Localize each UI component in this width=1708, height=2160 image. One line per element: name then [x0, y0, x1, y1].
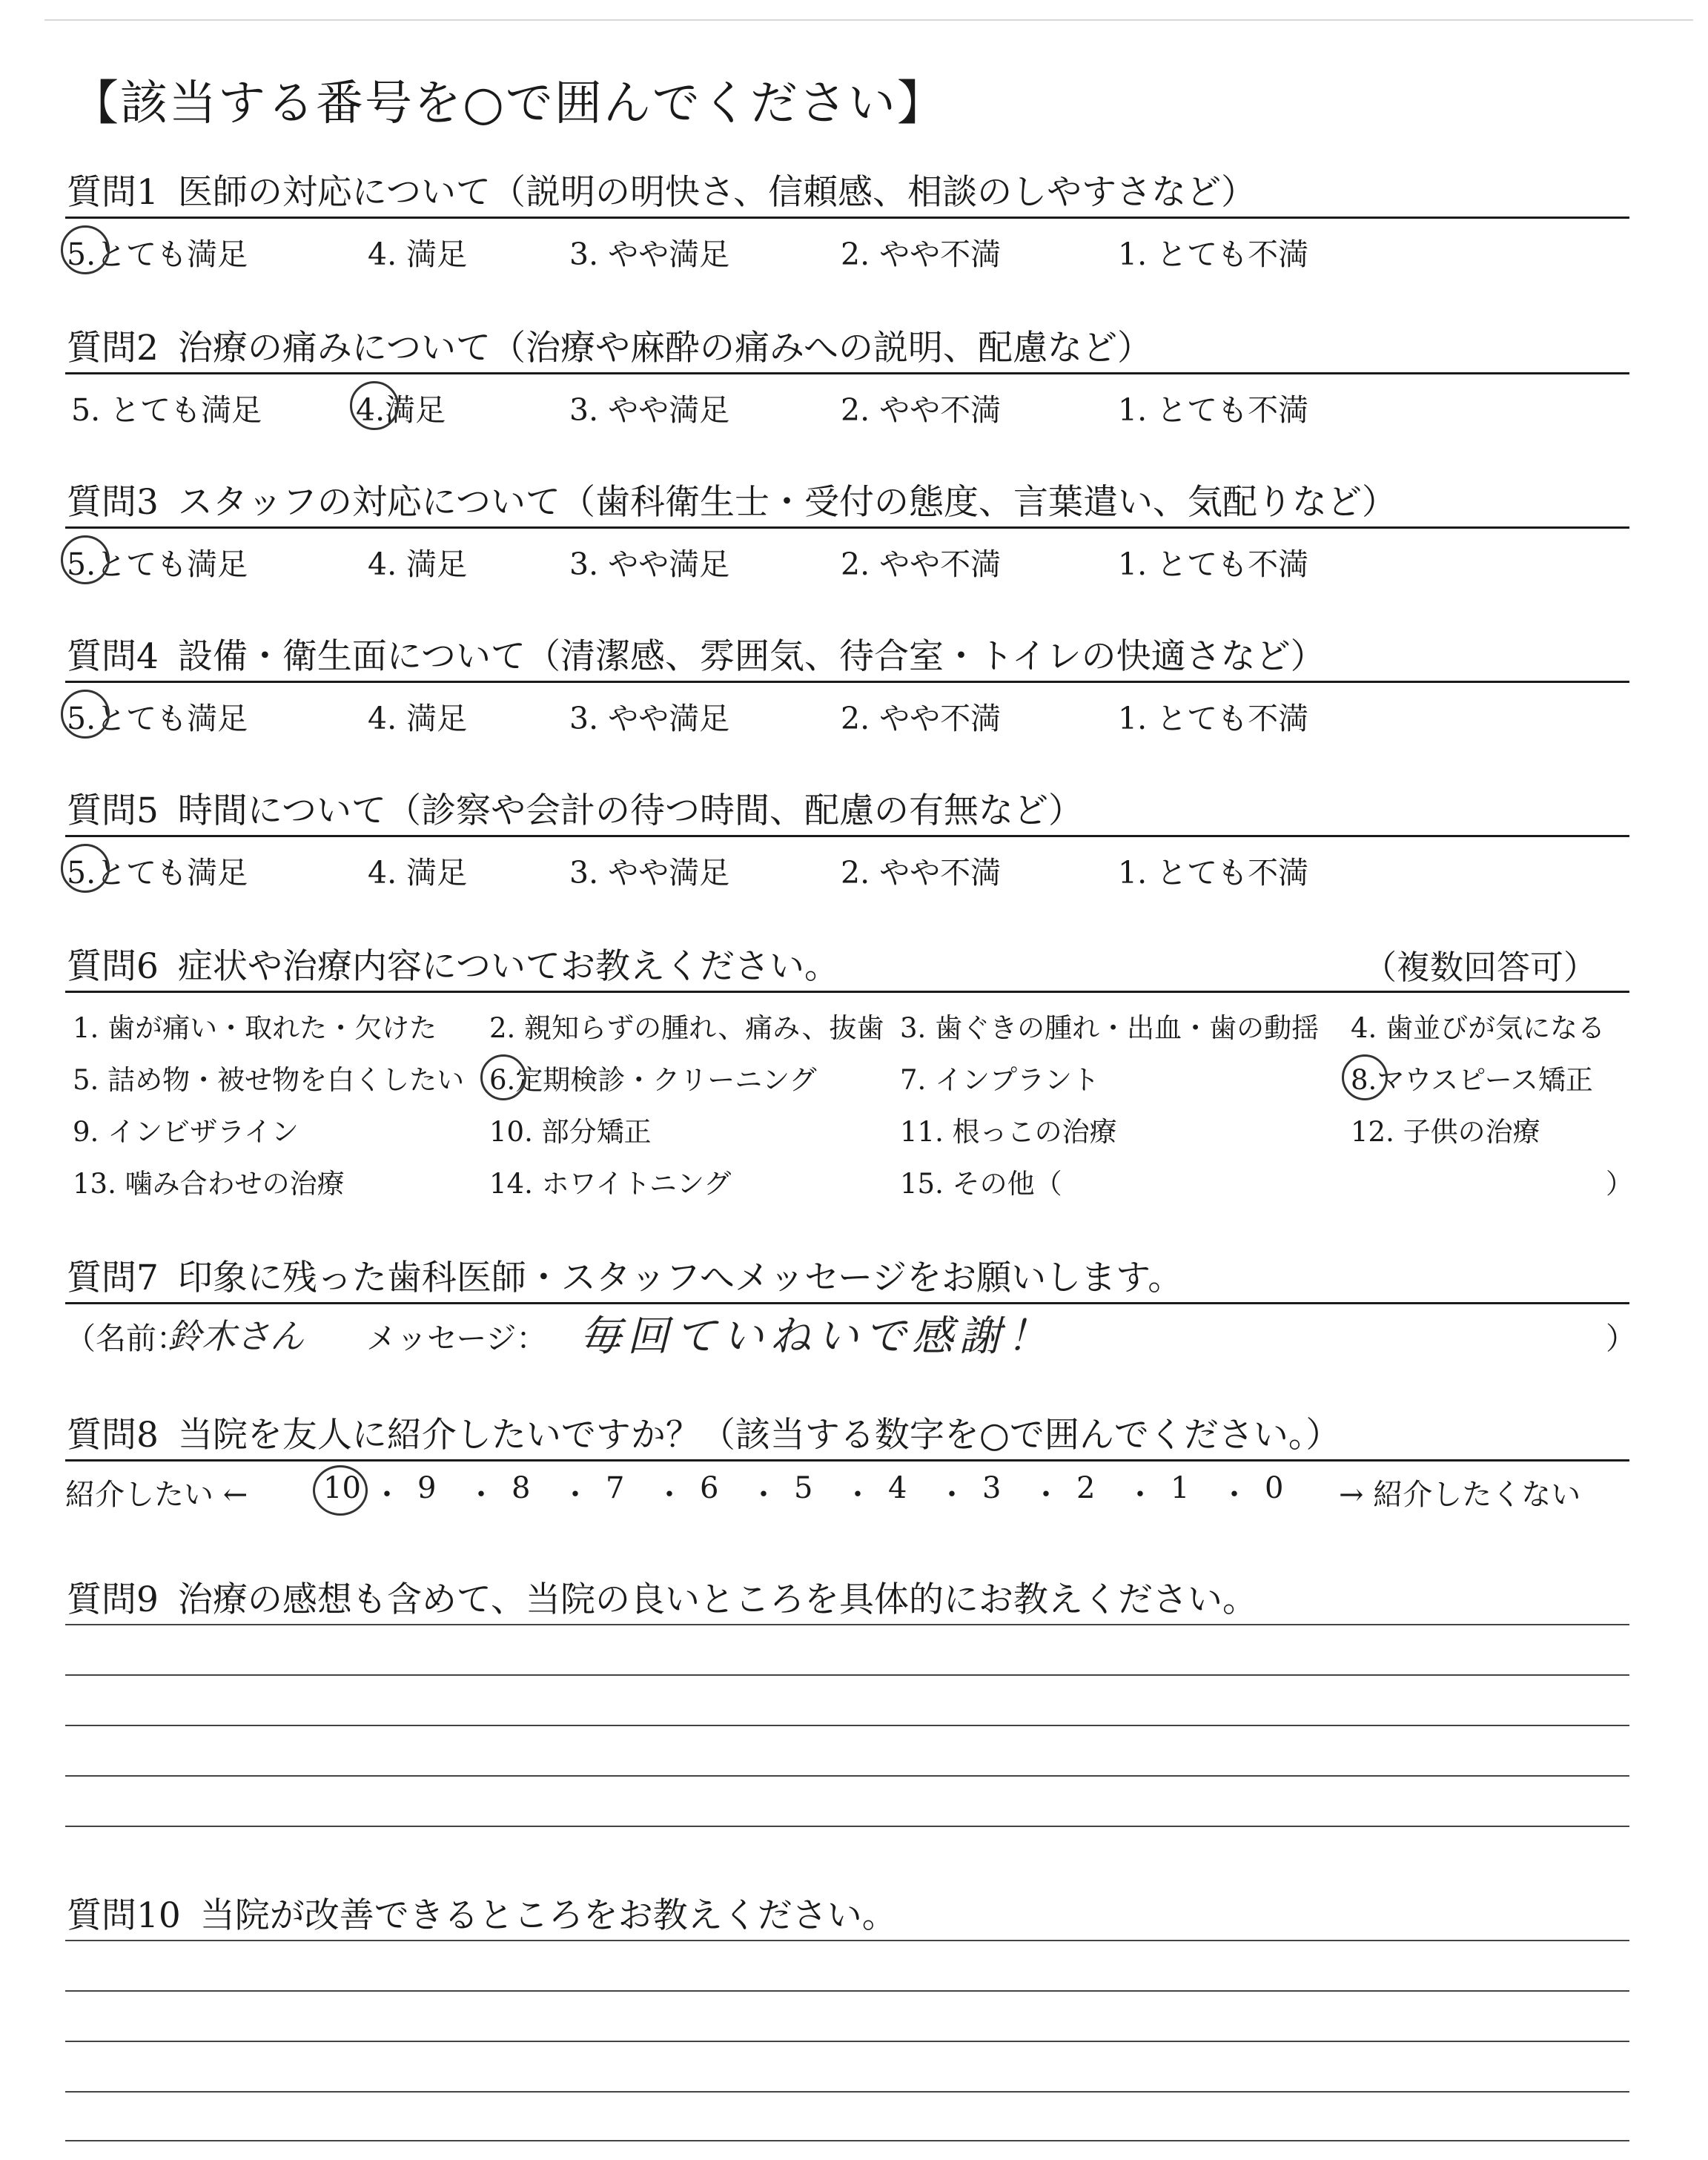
question-number: 質問4 — [67, 636, 159, 677]
rating-option-3[interactable]: 3. やや満足 — [569, 392, 730, 428]
rating-option-3[interactable]: 3. やや満足 — [569, 237, 730, 272]
symptom-option-5[interactable]: 5. 詰め物・被せ物を白くしたい — [73, 1064, 465, 1096]
question-text: 時間について（診察や会計の待つ時間、配慮の有無など） — [177, 790, 1083, 831]
rating-option-1[interactable]: 1. とても不満 — [1118, 546, 1309, 582]
rating-option-2[interactable]: 2. やや不満 — [841, 701, 1002, 736]
question-text: 当院を友人に紹介したいですか？（該当する数字を○で囲んでください。） — [177, 1415, 1341, 1456]
referral-separator: ・ — [466, 1478, 496, 1512]
symptom-option-10[interactable]: 10. 部分矯正 — [489, 1116, 652, 1148]
referral-score-7[interactable]: 7 — [606, 1471, 625, 1505]
multiple-answers-note: （複数回答可） — [1363, 948, 1597, 987]
name-value[interactable]: 鈴木さん — [168, 1316, 304, 1356]
question-4-title — [67, 629, 1325, 678]
question-number: 質問9 — [67, 1579, 159, 1620]
question-number: 質問5 — [67, 790, 159, 831]
rating-option-5[interactable]: 5. とても満足 — [71, 392, 262, 428]
message-value[interactable]: 毎回ていねいで感謝！ — [580, 1312, 1054, 1361]
rating-option-2[interactable]: 2. やや不満 — [841, 392, 1002, 428]
rating-option-5-selected[interactable]: 5.とても満足 — [67, 848, 248, 892]
symptom-option-14[interactable]: 14. ホワイトニング — [489, 1168, 732, 1200]
question-3-title — [67, 475, 1397, 524]
answer-line[interactable] — [65, 2041, 1629, 2042]
referral-score-10-selected[interactable]: 10 — [323, 1471, 361, 1505]
referral-separator: ・ — [1031, 1478, 1061, 1512]
referral-score-9[interactable]: 9 — [417, 1471, 437, 1505]
rating-option-2[interactable]: 2. やや不満 — [841, 546, 1002, 582]
referral-left-label: 紹介したい ← — [65, 1478, 248, 1512]
rating-option-5-selected[interactable]: 5.とても満足 — [67, 230, 248, 274]
symptom-option-1[interactable]: 1. 歯が痛い・取れた・欠けた — [73, 1012, 437, 1044]
question-6-rule — [65, 991, 1629, 993]
referral-separator: ・ — [749, 1478, 778, 1512]
form-header: 【該当する番号を○で囲んでください】 — [71, 76, 946, 131]
name-label: （名前： — [65, 1321, 187, 1356]
question-text: 印象に残った歯科医師・スタッフへメッセージをお願いします。 — [177, 1258, 1183, 1298]
question-number: 質問1 — [67, 172, 159, 213]
referral-right-label: → 紹介したくない — [1339, 1478, 1581, 1512]
question-1-rule — [65, 217, 1629, 219]
question-3-rule — [65, 526, 1629, 529]
rating-option-4-selected[interactable]: 4.満足 — [356, 386, 446, 429]
referral-score-6[interactable]: 6 — [700, 1471, 719, 1505]
rating-option-1[interactable]: 1. とても不満 — [1118, 392, 1309, 428]
rating-option-4[interactable]: 4. 満足 — [368, 546, 468, 582]
rating-option-1[interactable]: 1. とても不満 — [1118, 855, 1309, 891]
answer-line[interactable] — [65, 1674, 1629, 1676]
symptom-option-9[interactable]: 9. インビザライン — [73, 1116, 299, 1148]
referral-separator: ・ — [937, 1478, 967, 1512]
answer-line[interactable] — [65, 1775, 1629, 1777]
answer-line[interactable] — [65, 1990, 1629, 1992]
rating-option-3[interactable]: 3. やや満足 — [569, 546, 730, 582]
referral-score-2[interactable]: 2 — [1076, 1471, 1096, 1505]
message-close-paren: ） — [1606, 1321, 1636, 1356]
question-text: 症状や治療内容についてお教えください。 — [177, 946, 839, 987]
rating-option-1[interactable]: 1. とても不満 — [1118, 237, 1309, 272]
rating-option-2[interactable]: 2. やや不満 — [841, 237, 1002, 272]
rating-option-4[interactable]: 4. 満足 — [368, 237, 468, 272]
symptom-option-15[interactable]: 15. その他（ — [900, 1168, 1062, 1200]
question-number: 質問10 — [67, 1895, 181, 1936]
symptom-option-3[interactable]: 3. 歯ぐきの腫れ・出血・歯の動揺 — [900, 1012, 1320, 1044]
symptom-option-6-selected[interactable]: 6.定期検診・クリーニング — [489, 1057, 817, 1097]
question-2-rule — [65, 372, 1629, 374]
answer-line[interactable] — [65, 1826, 1629, 1827]
answer-line[interactable] — [65, 1940, 1629, 1941]
question-number: 質問6 — [67, 946, 159, 987]
question-number: 質問2 — [67, 328, 159, 369]
rating-option-4[interactable]: 4. 満足 — [368, 701, 468, 736]
question-number: 質問8 — [67, 1415, 159, 1456]
answer-line[interactable] — [65, 2091, 1629, 2093]
referral-separator: ・ — [560, 1478, 590, 1512]
referral-separator: ・ — [843, 1478, 873, 1512]
question-7-title — [67, 1250, 1182, 1300]
answer-line[interactable] — [65, 2140, 1629, 2141]
rating-option-3[interactable]: 3. やや満足 — [569, 855, 730, 891]
referral-separator: ・ — [655, 1478, 684, 1512]
question-5-rule — [65, 835, 1629, 837]
message-label: メッセージ： — [366, 1321, 547, 1356]
question-10-title — [67, 1888, 897, 1938]
answer-line[interactable] — [65, 1725, 1629, 1726]
page-top-edge — [44, 19, 1693, 21]
referral-score-4[interactable]: 4 — [888, 1471, 907, 1505]
symptom-option-2[interactable]: 2. 親知らずの腫れ、痛み、抜歯 — [489, 1012, 884, 1044]
question-4-rule — [65, 681, 1629, 683]
symptom-option-7[interactable]: 7. インプラント — [900, 1064, 1100, 1096]
question-8-title — [67, 1407, 1340, 1457]
referral-score-8[interactable]: 8 — [512, 1471, 531, 1505]
referral-score-0[interactable]: 0 — [1265, 1471, 1284, 1505]
symptom-option-12[interactable]: 12. 子供の治療 — [1351, 1116, 1540, 1148]
referral-score-5[interactable]: 5 — [794, 1471, 813, 1505]
question-text: 治療の痛みについて（治療や麻酔の痛みへの説明、配慮など） — [177, 328, 1153, 369]
question-8-rule — [65, 1459, 1629, 1462]
question-5-title — [67, 783, 1083, 833]
symptom-option-8-selected[interactable]: 8.マウスピース矯正 — [1351, 1057, 1593, 1097]
symptom-option-4[interactable]: 4. 歯並びが気になる — [1351, 1012, 1606, 1044]
question-text: スタッフの対応について（歯科衛生士・受付の態度、言葉遣い、気配りなど） — [177, 482, 1397, 523]
symptom-option-11[interactable]: 11. 根っこの治療 — [900, 1116, 1117, 1148]
question-text: 医師の対応について（説明の明快さ、信頼感、相談のしやすさなど） — [177, 172, 1257, 213]
rating-option-4[interactable]: 4. 満足 — [368, 855, 468, 891]
symptom-option-13[interactable]: 13. 噛み合わせの治療 — [73, 1168, 345, 1200]
referral-separator: ・ — [1125, 1478, 1155, 1512]
rating-option-5-selected[interactable]: 5.とても満足 — [67, 540, 248, 584]
referral-score-3[interactable]: 3 — [982, 1471, 1002, 1505]
answer-line[interactable] — [65, 1624, 1629, 1625]
rating-option-1[interactable]: 1. とても不満 — [1118, 701, 1309, 736]
question-text: 当院が改善できるところをお教えください。 — [199, 1895, 897, 1936]
question-text: 設備・衛生面について（清潔感、雰囲気、待合室・トイレの快適さなど） — [177, 636, 1325, 677]
other-close-paren: ） — [1606, 1168, 1633, 1200]
referral-score-1[interactable]: 1 — [1171, 1471, 1190, 1505]
rating-option-2[interactable]: 2. やや不満 — [841, 855, 1002, 891]
referral-separator: ・ — [1219, 1478, 1249, 1512]
question-2-title — [67, 320, 1152, 370]
rating-option-5-selected[interactable]: 5.とても満足 — [67, 694, 248, 738]
question-text: 治療の感想も含めて、当院の良いところを具体的にお教えください。 — [177, 1579, 1257, 1620]
question-9-title — [67, 1572, 1257, 1622]
question-number: 質問3 — [67, 482, 159, 523]
question-6-title — [67, 939, 839, 988]
referral-separator: ・ — [372, 1478, 402, 1512]
question-1-title — [67, 165, 1256, 214]
rating-option-3[interactable]: 3. やや満足 — [569, 701, 730, 736]
question-number: 質問7 — [67, 1258, 159, 1298]
